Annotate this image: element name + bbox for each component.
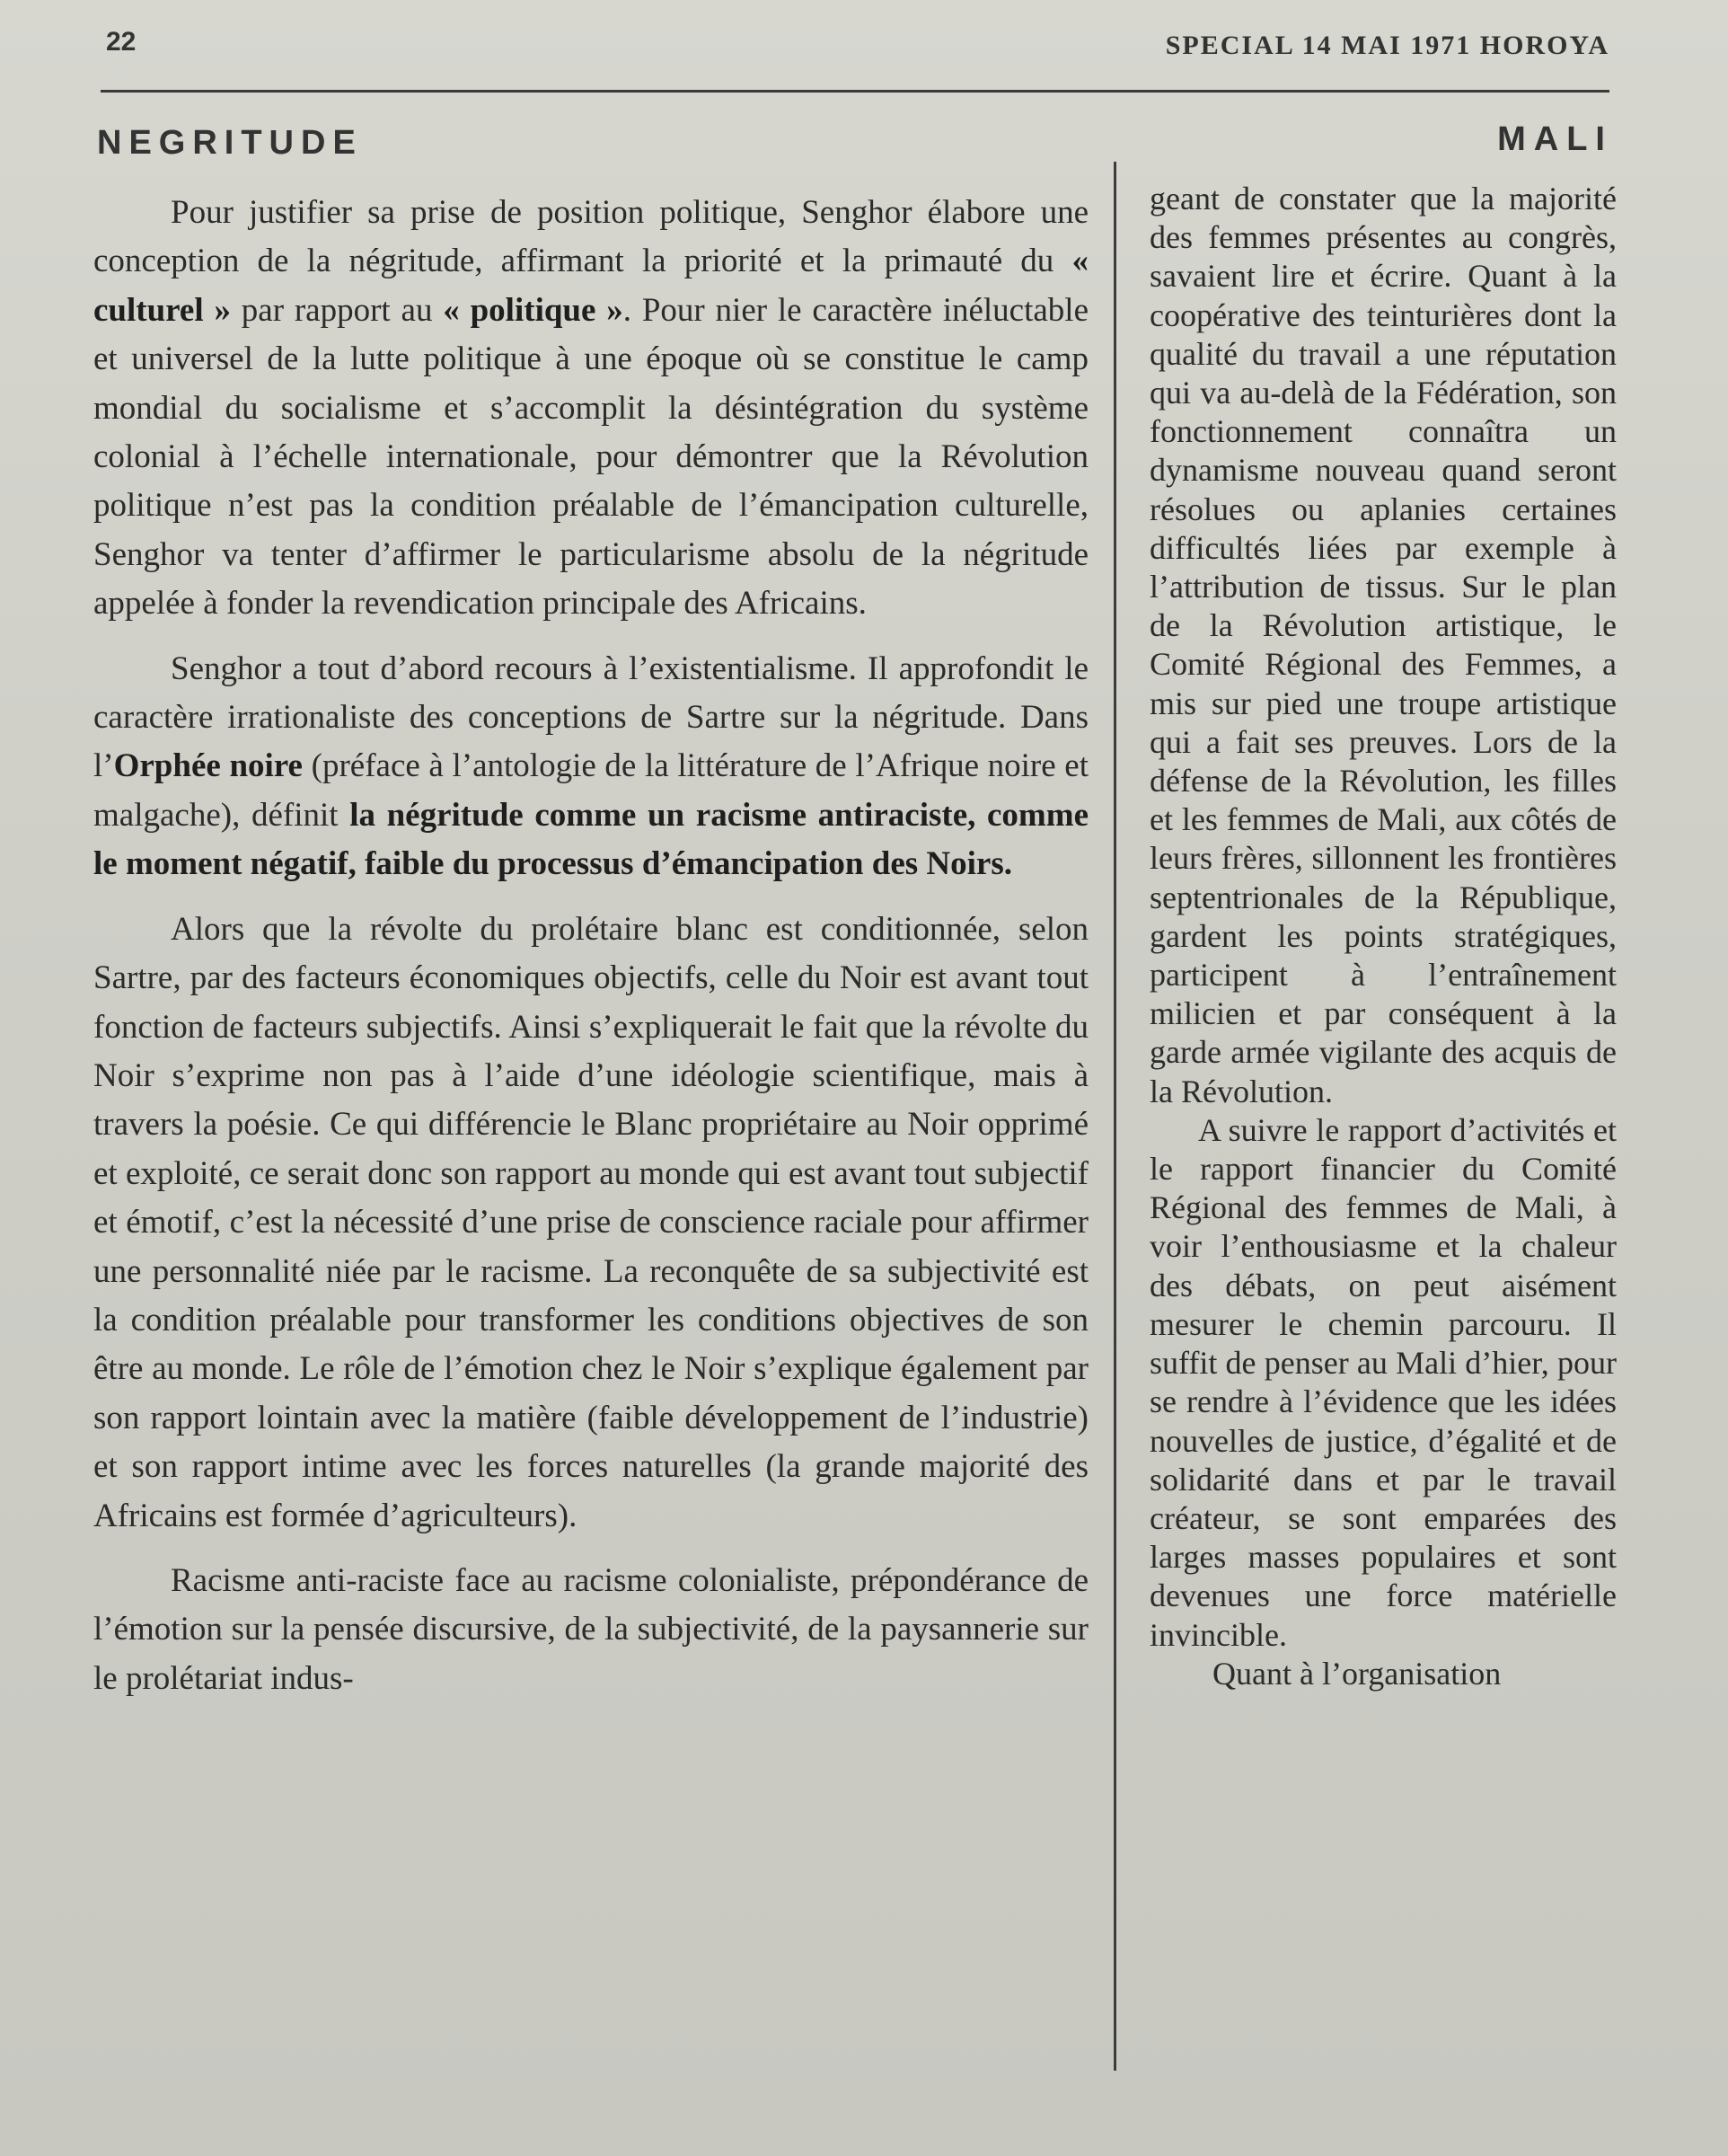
left-paragraph-2: Senghor a tout d’abord recours à l’existentialisme. Il approfondit le caractère irrationaliste des conceptions de Sartre sur la négritude. Dans l’Orphée noire (préface à l’antologie de la littérature de l’Afrique noire et malgache), définit la négritude comme un racisme antiraciste, comme le moment négatif, faible du processus d’émancipation des Noirs. [93, 649, 1089, 883]
left-paragraph-3: Alors que la révolte du prolétaire blanc est conditionnée, selon Sartre, par des facteurs économiques objectifs, celle du Noir est avant tout fonction de facteurs subjectifs. Ainsi s’expliquerait le fait que la révolte du Noir s’exprime non pas à l’aide d’une idéologie scientifique, mais à travers la poésie. Ce qui différencie le Blanc propriétaire au Noir opprimé et exploité, ce serait donc son rapport au monde qui est avant tout subjectif et émotif, c’est la nécessité d’une prise de conscience raciale pour affirmer une personnalité niée par le racisme. La reconquête de sa subjectivité est la condition préalable pour transformer les conditions objectives de son être au monde. Le rôle de l’émotion chez le Noir s’explique également par son rapport lointain avec la matière (faible développement de l’industrie) et son rapport intime avec les forces naturelles (la grande majorité des Africains est formée d’agriculteurs). [93, 910, 1089, 1534]
right-paragraph-1: geant de constater que la majorité des femmes présentes au congrès, savaient lire et écrire. Quant à la coopérative des teinturières dont la qualité du travail a une réputation qui va au-delà de la Fédération, son fonctionnement connaîtra un dynamisme nouveau quand seront résolues ou aplanies certaines difficultés liées par exemple à l’attribution de tissus. Sur le plan de la Révolution artistique, le Comité Régional des Femmes, a mis sur pied une troupe artistique qui a fait ses preuves. Lors de la défense de la Révolution, les filles et les femmes de Mali, aux côtés de leurs frères, sillonnent les frontières septentrionales de la République, gardent les points stratégiques, participent à l’entraînement milicien et par conséquent à la garde armée vigilante des acquis de la Révolution. [1150, 181, 1617, 1109]
right-paragraph-2: A suivre le rapport d’activités et le rapport financier du Comité Régional des femmes de Mali, à voir l’enthousiasme et la chaleur des débats, on peut aisément mesurer le chemin parcouru. Il suffit de penser au Mali d’hier, pour se rendre à l’évidence que les idées nouvelles de justice, d’égalité et de solidarité dans et par le travail créateur, se sont emparées des larges masses populaires et sont devenues une force matérielle invincible. [1150, 1111, 1617, 1653]
page-number: 22 [106, 27, 137, 57]
right-article-column [1150, 180, 1617, 1693]
section-title-mali: MALI [1497, 120, 1613, 158]
emphasis-culturel: « culturel » [93, 243, 1089, 329]
emphasis-politique: « politique » [443, 291, 623, 329]
page-header [101, 22, 1609, 93]
left-article-column [93, 189, 1089, 1719]
title-orphee-noire: Orphée noire [113, 747, 303, 785]
left-paragraph-4: Racisme anti-raciste face au racisme colonialiste, prépondérance de l’émotion sur la pensée discursive, de la subjectivité, de la paysannerie sur le prolétariat indus- [93, 1561, 1089, 1697]
section-title-negritude: NEGRITUDE [97, 124, 363, 162]
emphasis-definition: la négritude comme un racisme antiraciste, comme le moment négatif, faible du processus d’émancipation des Noirs. [93, 796, 1089, 883]
column-divider [1114, 162, 1116, 2071]
edition-header: SPECIAL 14 MAI 1971 HOROYA [1165, 31, 1609, 60]
left-paragraph-1: Pour justifier sa prise de position politique, Senghor élabore une conception de la négritude, affirmant la priorité et la primauté du « culturel » par rapport au « politique ». Pour nier le caractère inéluctable et universel de la lutte politique à une époque où se constitue le camp mondial du socialisme et s’accomplit la désintégration du système colonial à l’échelle internationale, pour démontrer que la Révolution politique n’est pas la condition préalable de l’émancipation culturelle, Senghor va tenter d’affirmer le particularisme absolu de la négritude appelée à fonder la revendication principale des Africains. [93, 194, 1089, 623]
right-paragraph-3: Quant à l’organisation [1212, 1655, 1502, 1692]
